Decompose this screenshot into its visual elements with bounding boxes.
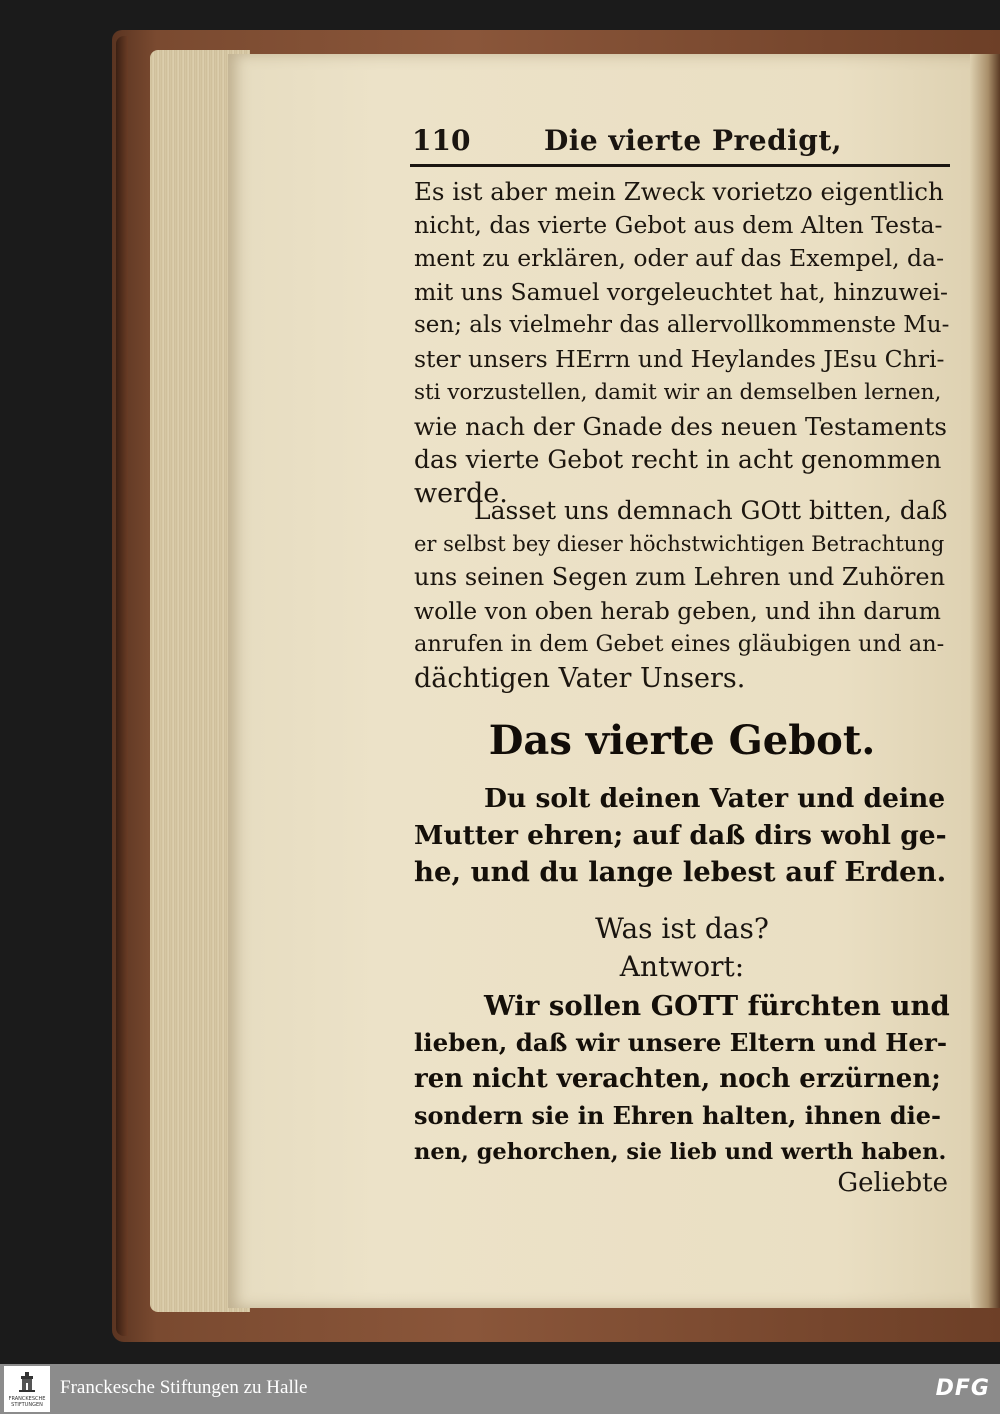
text-line: das vierte Gebot recht in acht genommen	[414, 445, 942, 474]
text-line: nen, gehorchen, sie lieb und werth haben.	[414, 1139, 947, 1165]
logo-caption: FRANCKESCHE STIFTUNGEN	[8, 1396, 46, 1408]
text-line: Lasset uns demnach GOtt bitten, daß	[474, 496, 948, 525]
catechism-question: Was ist das?	[595, 912, 769, 945]
text-line: Mutter ehren; auf daß dirs wohl ge-	[414, 820, 947, 851]
text-line: mit uns Samuel vorgeleuchtet hat, hinzuwei-	[414, 277, 948, 306]
institution-name[interactable]: Franckesche Stiftungen zu Halle	[60, 1377, 308, 1398]
text-line: werde.	[414, 477, 508, 509]
cover-edge	[116, 36, 128, 1336]
building-icon	[19, 1372, 35, 1392]
header-rule	[410, 164, 950, 167]
text-line: nicht, das vierte Gebot aus dem Alten Testa-	[414, 210, 943, 239]
text-line: ment zu erklären, oder auf das Exempel, da-	[414, 244, 945, 272]
section-heading: Das vierte Gebot.	[488, 717, 876, 764]
text-line: sen; als vielmehr das allervollkommenste Mu-	[414, 312, 950, 338]
text-line: sti vorzustellen, damit wir an demselben lernen,	[414, 380, 942, 405]
text-line: sondern sie in Ehren halten, ihnen die-	[414, 1100, 941, 1130]
commandment-text	[414, 780, 950, 891]
text-line: lieben, daß wir unsere Eltern und Her-	[414, 1027, 948, 1057]
text-line: er selbst bey dieser höchstwichtigen Betrachtung	[414, 531, 945, 556]
text-line: ster unsers HErrn und Heylandes JEsu Chri-	[414, 344, 945, 373]
page-gutter	[970, 54, 1000, 1308]
franckesche-stiftungen-logo[interactable]	[4, 1366, 50, 1412]
text-line: ren nicht verachten, noch erzürnen;	[414, 1064, 941, 1094]
paragraph-intro	[414, 175, 950, 510]
text-line: anrufen in dem Gebet eines gläubigen und an-	[414, 631, 945, 657]
text-line: dächtigen Vater Unsers.	[414, 662, 746, 694]
catchword: Geliebte	[837, 1168, 948, 1198]
catechism-answer	[414, 988, 950, 1171]
text-line: Wir sollen GOTT fürchten und	[484, 990, 950, 1022]
text-line: wie nach der Gnade des neuen Testaments	[414, 411, 947, 441]
dfg-logo[interactable]: DFG	[935, 1376, 990, 1401]
running-head	[410, 120, 948, 160]
page-number: 110	[412, 124, 471, 157]
text-line: Es ist aber mein Zweck vorietzo eigentlich	[414, 177, 944, 206]
footer-bar	[0, 1364, 1000, 1414]
text-line: he, und du lange lebest auf Erden.	[414, 856, 947, 888]
text-line: wolle von oben herab geben, und ihn darum	[414, 596, 941, 625]
paragraph-prayer	[414, 494, 950, 695]
text-line: uns seinen Segen zum Lehren und Zuhören	[414, 563, 946, 591]
text-line: Du solt deinen Vater und deine	[484, 783, 946, 814]
answer-label: Antwort:	[619, 950, 745, 983]
running-head-title: Die vierte Predigt,	[544, 124, 843, 157]
